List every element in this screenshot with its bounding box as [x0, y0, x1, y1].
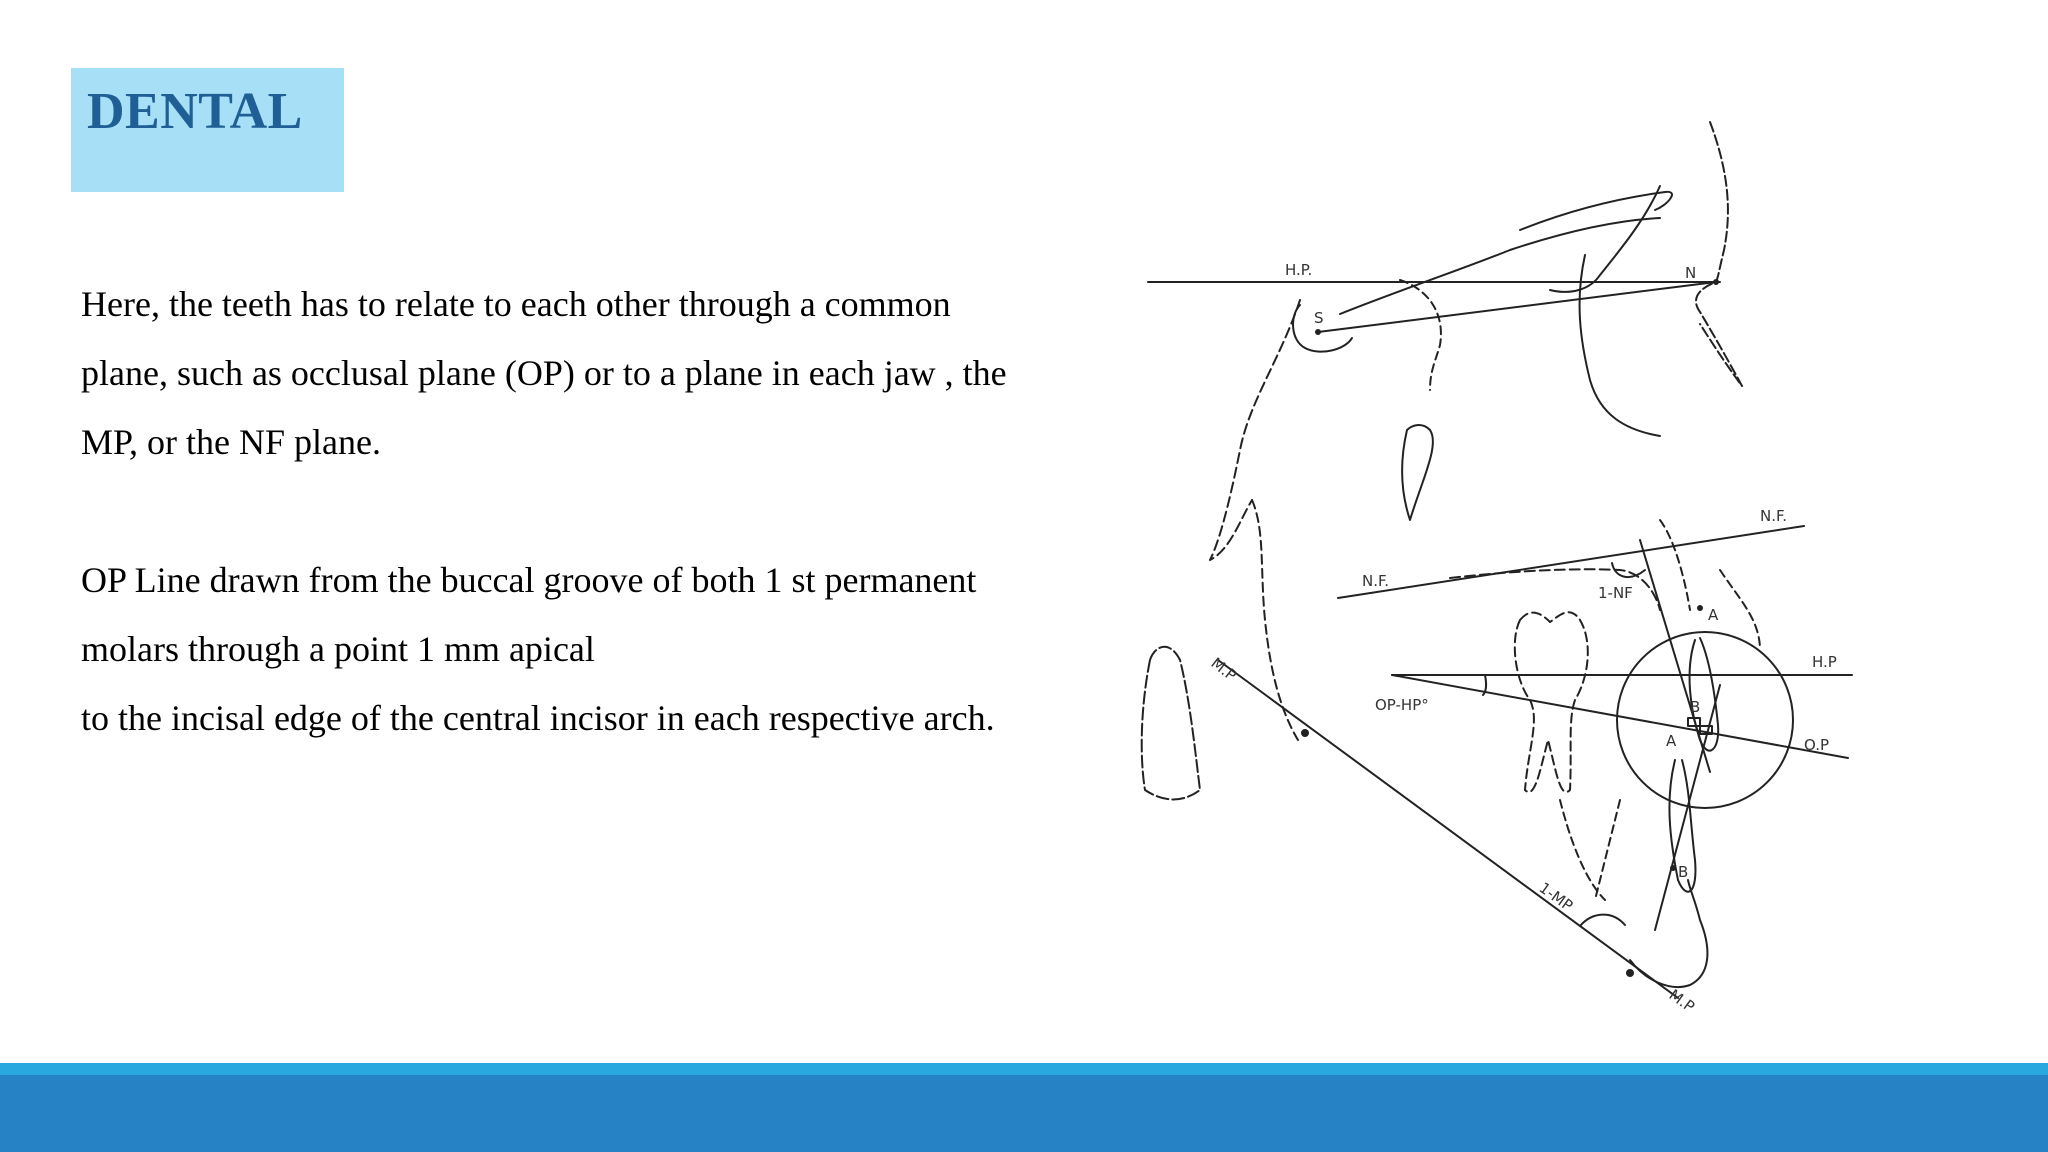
a-point	[1697, 605, 1703, 611]
paragraph1-line3: MP, or the NF plane.	[81, 422, 381, 462]
label-op: O.P	[1804, 736, 1830, 754]
forehead-profile	[1696, 122, 1742, 386]
ramus	[1252, 500, 1298, 740]
mp-point	[1301, 729, 1309, 737]
footer-bar-light	[0, 1063, 2048, 1075]
label-mp-left: M.P	[1207, 653, 1240, 685]
gonion-point	[1626, 969, 1634, 977]
label-l1-mp: 1-MP	[1535, 878, 1577, 915]
posterior-profile	[1210, 300, 1300, 560]
left-outline	[1142, 647, 1200, 800]
cranial-curve-5	[1550, 186, 1660, 292]
label-a-top: A	[1708, 606, 1719, 624]
cranial-curve-1	[1340, 218, 1660, 314]
label-nf-left: N.F.	[1362, 572, 1389, 590]
anterior-profile	[1720, 570, 1760, 650]
paragraph1-line2: plane, such as occlusal plane (OP) or to a plane in each jaw , the	[81, 353, 1007, 393]
maxilla-profile	[1660, 520, 1690, 610]
label-s: S	[1314, 309, 1324, 327]
label-hp-right: H.P	[1812, 653, 1837, 671]
label-op-hp: OP-HP°	[1375, 696, 1429, 714]
body-text	[81, 270, 1091, 753]
cranial-curve-2	[1520, 192, 1672, 230]
footer-bar-dark	[0, 1075, 2048, 1152]
nf-line	[1338, 526, 1804, 598]
mandible-anterior-2	[1560, 800, 1605, 900]
s-point	[1315, 329, 1321, 335]
molar	[1515, 612, 1588, 792]
paragraph2-line3: to the incisal edge of the central incisor in each respective arch.	[81, 698, 995, 738]
mandible-anterior	[1595, 800, 1620, 900]
paragraph2-line2: molars through a point 1 mm apical	[81, 629, 595, 669]
ptm-fissure	[1402, 425, 1433, 520]
label-mp-bottom: M.P	[1665, 985, 1698, 1016]
slide-title: DENTAL	[87, 83, 303, 140]
paragraph2-line1: OP Line drawn from the buccal groove of both 1 st permanent	[81, 560, 977, 600]
impa-arc	[1580, 915, 1625, 926]
label-nf-right: N.F.	[1760, 507, 1787, 525]
label-a-mid: A	[1666, 732, 1677, 750]
cranial-curve-3	[1400, 280, 1441, 390]
label-u1-nf: 1-NF	[1598, 584, 1633, 602]
mp-line	[1218, 660, 1678, 998]
b-point	[1670, 865, 1676, 871]
label-b-low: B	[1678, 863, 1689, 881]
sn-line	[1318, 282, 1716, 332]
title-box	[71, 68, 344, 192]
label-hp-top: H.P.	[1285, 261, 1313, 279]
label-n: N	[1685, 264, 1697, 282]
paragraph1-line1: Here, the teeth has to relate to each other through a common	[81, 284, 951, 324]
n-point	[1713, 279, 1719, 285]
label-b-mid: B	[1690, 698, 1701, 716]
cephalometric-diagram	[1100, 100, 1980, 1030]
